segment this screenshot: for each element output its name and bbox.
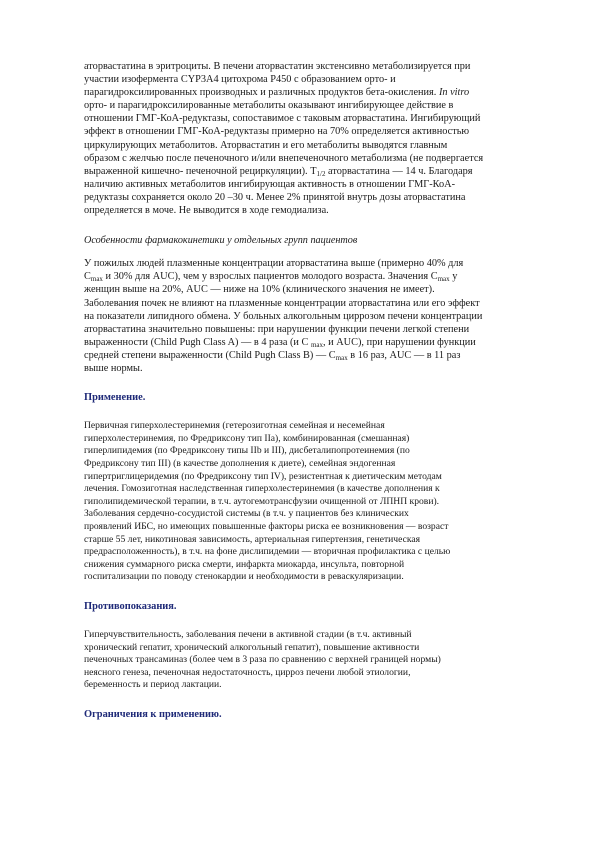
pharmacokinetics-paragraph bbox=[84, 60, 560, 217]
text-line: участии изофермента CYP3A4 цитохрома P450 с образованием орто- и bbox=[84, 74, 396, 86]
text-line: аторвастатина в эритроциты. В печени аторвастатин экстенсивно метаболизируется при bbox=[84, 61, 471, 72]
indications-heading: Применение. bbox=[84, 392, 146, 404]
cmax-subscript: max bbox=[310, 340, 324, 349]
text-run: орто- и парагидроксилированные метаболиты оказывают ингибирующее действие в отношении ГМГ-КоА-редуктазы, сопоставимое с таковым аторвастатина. Ингибирующий эффект в отношении ГМГ-КоА-редуктазы примерно на 70% определяется активностью циркулирующих метаболитов. Аторвастатин и его метаболиты выводятся главным образом с желчью после печеночного и/или внепеченочного метаболизма (не подвергается выраженной кишечно- печеночной рециркуляции). T bbox=[84, 100, 484, 177]
half-life-subscript: 1/2 bbox=[316, 169, 326, 178]
text-run: аторвастатина — 14 ч. Благодаря наличию активных метаболитов ингибирующая активность в отношении ГМГ-КоА- редуктазы сохраняется около 20 –30 ч. Менее 2% принятой внутрь дозы аторвастатина определяется в моче. Не выводится в ходе гемодиализа. bbox=[84, 165, 473, 217]
cmax-subscript: max bbox=[335, 353, 348, 362]
text-run: у женщин выше на 20%, AUC — ниже на 10% (клинического значения не имеет). Заболевания почек не влияют на плазменные концентрации аторвастатина или его эффект на показатели липидного обмена. У больных алкогольным циррозом печени концентрации аторвастатина значительно повышены: при нарушении функции печени легкой степени выраженности (Child Pugh Class A) — в 4 раза (и C bbox=[84, 271, 483, 348]
text-run: в 16 раз, AUC — в 11 раз выше нормы. bbox=[84, 349, 461, 374]
contraindications-paragraph: Гиперчувствительность, заболевания печени в активной стадии (в т.ч. активный хронический гепатит, хронический алкогольный гепатит), повышение активности печеночных трансаминаз (более чем в 3 раза по сравнению с верхней границей нормы) неясного генеза, печеночная недостаточность, цирроз печени любой этиологии, беременность и период лактации. bbox=[84, 628, 441, 691]
restrictions-heading: Ограничения к применению. bbox=[84, 708, 222, 720]
document-page bbox=[84, 60, 560, 737]
special-groups-subheading: Особенности фармакокинетики у отдельных групп пациентов bbox=[84, 235, 358, 247]
text-run: У пожилых людей плазменные концентрации аторвастатина выше (примерно 40% для C bbox=[84, 258, 464, 283]
cmax-subscript: max bbox=[437, 275, 450, 284]
contraindications-heading: Противопоказания. bbox=[84, 600, 177, 612]
text-run: , и AUC), при нарушении функции средней степени выраженности (Child Pugh Class B) — C bbox=[84, 336, 476, 361]
text-run: и 30% для AUC), чем у взрослых пациентов молодого возраста. Значения C bbox=[102, 271, 438, 283]
indications-paragraph: Первичная гиперхолестеринемия (гетерозиготная семейная и несемейная гиперхолестеринемия, по Фредриксону тип IIa), комбинированная (смешанная) гиперлипидемия (по Фредриксону типы IIb и III), дисбеталипопротеинемия (по Фредриксону тип III) (в качестве дополнения к диете), семейная эндогенная гипертриглицеридемия (по Фредриксону тип IV), резистентная к диетическим методам лечения. Гомозиготная наследственная гиперхолестеринемия (в качестве дополнения к гиполипидемической терапии, в т.ч. аутогемотрансфузии очищенной от ЛПНП крови). Заболевания сердечно-сосудистой системы (в т.ч. у пациентов без клинических проявлений ИБС, но имеющих повышенные факторы риска ее возникновения — возраст старше 55 лет, никотиновая зависимость, артериальная гипертензия, генетическая предрасположенность), в т.ч. на фоне дислипидемии — вторичная профилактика с целью снижения суммарного риска смерти, инфаркта миокарда, инсульта, повторной госпитализации по поводу стенокардии и необходимости в реваскуляризации. bbox=[84, 420, 451, 583]
text-line: парагидроксилированных производных и различных продуктов бета-окисления. bbox=[84, 87, 437, 99]
special-groups-paragraph bbox=[84, 257, 560, 375]
cmax-subscript: max bbox=[90, 275, 103, 284]
in-vitro-term: In vitro bbox=[438, 87, 470, 99]
